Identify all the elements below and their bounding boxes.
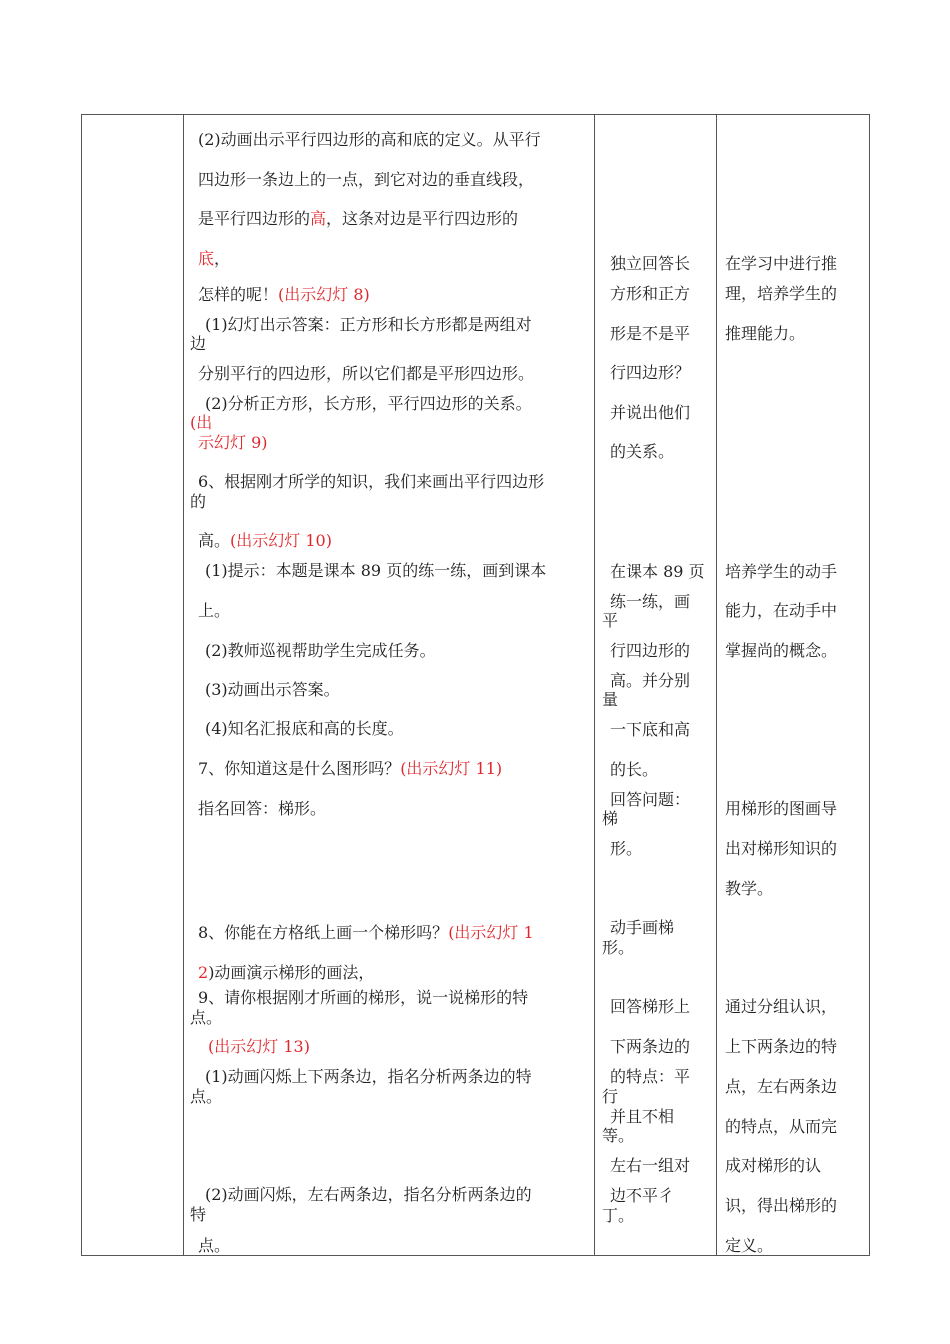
slide-ref: (出示幻灯 1 [448, 923, 534, 942]
process-text: 8、你能在方格纸上画一个梯形吗？ [198, 923, 449, 942]
process-line: (2)动画出示平行四边形的高和底的定义。从平行 [198, 130, 541, 149]
process-line: (1)提示：本题是课本 89 页的练一练，画到课本 [205, 561, 547, 580]
activity-line: 左右一组对 [610, 1156, 691, 1175]
slide-ref: (出示幻灯 13) [208, 1037, 310, 1056]
activity-line: 等。 [602, 1126, 635, 1145]
column-divider-3 [716, 115, 717, 1255]
process-line [198, 759, 502, 779]
process-line: (2)动画闪烁，左右两条边，指名分析两条边的 [205, 1185, 532, 1204]
activity-line: 并说出他们 [610, 403, 691, 422]
process-text: 是平行四边形的 [198, 209, 311, 228]
intent-line: 的特点，从而完 [725, 1117, 838, 1136]
activity-line: 一下底和高 [610, 720, 691, 739]
activity-line: 丁。 [602, 1206, 635, 1225]
activity-line: 动手画梯 [610, 918, 675, 937]
activity-line: 并且不相 [610, 1107, 675, 1126]
intent-line: 通过分组认识， [725, 997, 838, 1016]
activity-line: 形。 [602, 938, 635, 957]
process-line: 四边形一条边上的一点，到它对边的垂直线段， [198, 170, 535, 189]
intent-line: 定义。 [725, 1236, 774, 1255]
activity-line: 回答梯形上 [610, 997, 691, 1016]
activity-line: 下两条边的 [610, 1037, 691, 1056]
intent-line: 推理能力。 [725, 324, 806, 343]
process-line [198, 285, 370, 305]
process-line: 6、根据刚才所学的知识，我们来画出平行四边形 [198, 472, 545, 491]
process-line [198, 249, 230, 269]
activity-line: 梯 [602, 809, 619, 828]
column-divider-1 [183, 115, 184, 1255]
process-line: 分别平行的四边形，所以它们都是平形四边形。 [198, 364, 535, 383]
intent-line: 用梯形的图画导 [725, 799, 838, 818]
activity-line: 量 [602, 690, 619, 709]
activity-line: 行四边形？ [610, 363, 691, 382]
intent-line: 成对梯形的认 [725, 1156, 822, 1175]
process-line: (2)分析正方形，长方形，平行四边形的关系。 [205, 394, 532, 413]
process-line: 点。 [190, 1087, 223, 1106]
intent-line: 培养学生的动手 [725, 562, 838, 581]
process-line [198, 963, 374, 983]
intent-line: 教学。 [725, 879, 774, 898]
intent-line: 掌握尚的概念。 [725, 641, 838, 660]
activity-line: 方形和正方 [610, 284, 691, 303]
process-text: )动画演示梯形的画法， [208, 963, 375, 982]
activity-line: 的特点：平 [610, 1067, 691, 1086]
process-text: ， [214, 249, 231, 268]
process-line: 点。 [198, 1236, 231, 1255]
process-line: 的 [190, 492, 207, 511]
process-line: (4)知名汇报底和高的长度。 [205, 719, 404, 738]
intent-line: 点，左右两条边 [725, 1077, 838, 1096]
term-base: 底 [198, 249, 215, 268]
process-line [198, 923, 534, 943]
activity-line: 在课本 89 页 [610, 562, 705, 581]
intent-line: 在学习中进行推 [725, 254, 838, 273]
column-divider-2 [594, 115, 595, 1255]
process-line: (1)动画闪烁上下两条边，指名分析两条边的特 [205, 1067, 532, 1086]
slide-ref: 示幻灯 9) [198, 433, 268, 452]
process-text: 高。 [198, 531, 231, 550]
activity-line: 形。 [610, 839, 643, 858]
activity-line: 回答问题： [610, 790, 691, 809]
intent-line: 上下两条边的特 [725, 1037, 838, 1056]
process-line: 9、请你根据刚才所画的梯形，说一说梯形的特 [198, 988, 529, 1007]
term-height: 高 [310, 209, 327, 228]
process-line: (3)动画出示答案。 [205, 680, 340, 699]
intent-line: 理，培养学生的 [725, 284, 838, 303]
process-line: 点。 [190, 1008, 223, 1027]
slide-ref: (出示幻灯 11) [400, 759, 503, 778]
process-text: ，这条对边是平行四边形的 [326, 209, 519, 228]
activity-line: 的关系。 [610, 442, 675, 461]
activity-line: 行四边形的 [610, 641, 691, 660]
process-line: 边 [190, 334, 207, 353]
activity-line: 形是不是平 [610, 324, 691, 343]
process-line [198, 531, 332, 551]
process-line: (2)教师巡视帮助学生完成任务。 [205, 641, 436, 660]
process-text: 7、你知道这是什么图形吗？ [198, 759, 401, 778]
activity-line: 练一练，画 [610, 592, 691, 611]
slide-ref: (出示幻灯 10) [230, 531, 332, 550]
process-line: 特 [190, 1205, 207, 1224]
activity-line: 边不平彳 [610, 1186, 675, 1205]
process-line: 指名回答：梯形。 [198, 799, 327, 818]
activity-line: 独立回答长 [610, 254, 691, 273]
activity-line: 平 [602, 611, 619, 630]
process-line [198, 209, 518, 229]
intent-line: 出对梯形知识的 [725, 839, 838, 858]
activity-line: 的长。 [610, 760, 659, 779]
activity-line: 高。并分别 [610, 671, 691, 690]
activity-line: 行 [602, 1087, 619, 1106]
process-line: 上。 [198, 601, 231, 620]
slide-ref: (出 [190, 413, 213, 432]
slide-ref: (出示幻灯 8) [278, 285, 370, 304]
slide-ref: 2 [198, 963, 209, 982]
intent-line: 能力，在动手中 [725, 601, 838, 620]
process-text: 怎样的呢！ [198, 285, 279, 304]
process-line: (1)幻灯出示答案：正方形和长方形都是两组对 [205, 315, 532, 334]
intent-line: 识，得出梯形的 [725, 1196, 838, 1215]
